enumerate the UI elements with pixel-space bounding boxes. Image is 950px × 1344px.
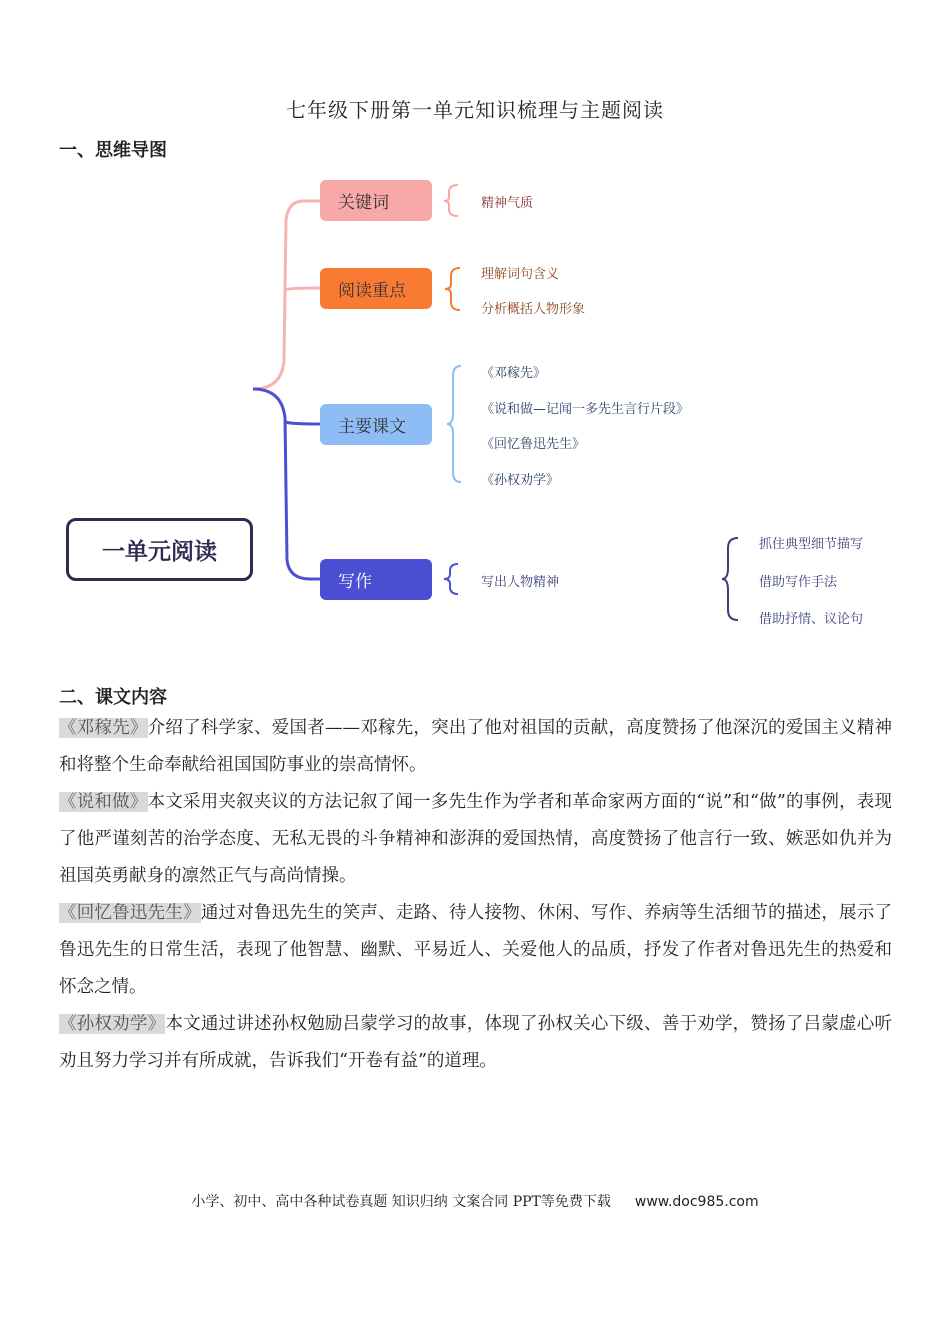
footer-text: 小学、初中、高中各种试卷真题 知识归纳 文案合同 PPT等免费下载 (191, 1194, 611, 1210)
section-heading-content: 二、课文内容 (59, 687, 167, 708)
page-title: 七年级下册第一单元知识梳理与主题阅读 (286, 98, 664, 122)
leaf-understand-meaning: 理解词句含义 (481, 267, 560, 282)
paragraph-text: 通过对鲁迅先生的笑声、走路、待人接物、休闲、写作、养病等生活细节的描述，展示了鲁迅先生的日常生活，表现了他智慧、幽默、平易近人、关爱他人的品质，抒发了作者对鲁迅先生的热爱和怀念之情。 (59, 903, 892, 997)
paragraph-title: 《回忆鲁迅先生》 (59, 903, 201, 923)
paragraph-title: 《孙权劝学》 (59, 1014, 166, 1034)
leaf-writing-techniques: 借助写作手法 (759, 575, 838, 590)
brace-main-texts (447, 366, 461, 482)
connector-reading-focus (285, 288, 320, 290)
leaf-text-deng-jiaxian: 《邓稼先》 (481, 366, 547, 381)
footer-url[interactable]: www.doc985.com (634, 1194, 759, 1210)
brace-reading-focus (445, 268, 460, 310)
leaf-analyze-character: 分析概括人物形象 (481, 302, 586, 317)
paragraph-title: 《说和做》 (59, 792, 148, 812)
brace-keywords (444, 185, 458, 216)
connector-writing (253, 389, 320, 579)
mind-map-root: 一单元阅读 (66, 518, 253, 581)
paragraph-shuo-he-zuo (59, 784, 892, 895)
paragraph-title: 《邓稼先》 (59, 718, 148, 738)
brace-writing-sub (722, 538, 738, 620)
footer (0, 1191, 950, 1211)
leaf-lyric-argument: 借助抒情、议论句 (759, 612, 864, 627)
branch-reading-focus: 阅读重点 (320, 268, 432, 309)
lesson-content (59, 710, 892, 1080)
leaf-text-lu-xun: 《回忆鲁迅先生》 (481, 437, 586, 452)
leaf-text-sun-quan: 《孙权劝学》 (481, 473, 560, 488)
paragraph-text: 本文通过讲述孙权勉励吕蒙学习的故事，体现了孙权关心下级、善于劝学，赞扬了吕蒙虚心听劝且努力学习并有所成就，告诉我们“开卷有益”的道理。 (59, 1014, 893, 1071)
connector-main-texts (286, 422, 320, 424)
mind-map (0, 160, 950, 650)
leaf-write-spirit: 写出人物精神 (481, 575, 560, 590)
section-heading-mindmap: 一、思维导图 (59, 140, 167, 161)
branch-keywords: 关键词 (320, 180, 432, 221)
paragraph-lu-xun (59, 895, 892, 1006)
branch-writing: 写作 (320, 559, 432, 600)
paragraph-sun-quan (59, 1006, 892, 1080)
leaf-text-shuo-he-zuo: 《说和做—记闻一多先生言行片段》 (481, 402, 690, 417)
branch-main-texts: 主要课文 (320, 404, 432, 445)
connector-keywords (253, 201, 320, 389)
paragraph-deng-jiaxian (59, 710, 892, 784)
paragraph-text: 介绍了科学家、爱国者——邓稼先，突出了他对祖国的贡献，高度赞扬了他深沉的爱国主义精神和将整个生命奉献给祖国国防事业的崇高情怀。 (59, 718, 893, 775)
leaf-detail-description: 抓住典型细节描写 (759, 537, 864, 552)
paragraph-text: 本文采用夹叙夹议的方法记叙了闻一多先生作为学者和革命家两方面的“说”和“做”的事例，表现了他严谨刻苦的治学态度、无私无畏的斗争精神和澎湃的爱国热情，高度赞扬了他言行一致、嫉恶如仇并为祖国英勇献身的凛然正气与高尚情操。 (59, 792, 892, 886)
brace-writing (444, 564, 458, 594)
leaf-spirit-temperament: 精神气质 (481, 196, 534, 211)
